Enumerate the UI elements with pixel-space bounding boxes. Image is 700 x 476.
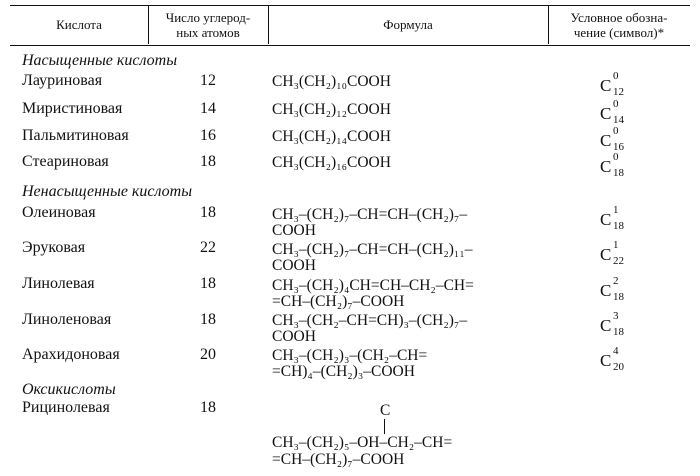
symbol-subscript: 18 — [613, 326, 624, 338]
symbol-subscript: 16 — [613, 141, 624, 153]
section-title: Оксикислоты — [22, 381, 116, 398]
symbol-superscript: 4 — [613, 345, 619, 357]
carbon-count: 22 — [200, 239, 216, 256]
symbol-subscript: 12 — [613, 86, 624, 98]
symbol — [600, 204, 640, 238]
acid-name: Арахидоновая — [22, 346, 120, 363]
formula-line: =CH–(CH₂)₇–COOH — [272, 293, 405, 310]
header-symbol-line2: чение (символ)* — [573, 25, 665, 40]
acid-name: Пальмитиновая — [22, 127, 129, 144]
formula-line: COOH — [272, 222, 316, 239]
symbol-superscript: 0 — [613, 125, 619, 137]
symbol-letter: C — [600, 210, 612, 229]
formula-line: CH₃–(CH₂)₅–OH–CH₂–CH= — [272, 434, 453, 451]
carbon-count: 18 — [200, 311, 216, 328]
symbol-superscript: 1 — [613, 204, 619, 216]
symbol-subscript: 18 — [613, 291, 624, 303]
carbon-count: 20 — [200, 346, 216, 363]
header-carbons-line1: Число углерод- — [165, 10, 251, 25]
symbol-letter: C — [600, 131, 612, 150]
carbon-count: 18 — [200, 153, 216, 170]
symbol — [600, 151, 640, 185]
symbol — [600, 275, 640, 309]
symbol-superscript: 0 — [613, 151, 619, 163]
acid-name: Эруковая — [22, 239, 86, 256]
header-formula: Формула — [383, 17, 433, 32]
formula-line: =CH–(CH₂)₇–COOH — [272, 451, 405, 468]
header-carbons — [148, 10, 268, 40]
carbon-count: 14 — [200, 100, 216, 117]
header-acid: Кислота — [56, 17, 102, 32]
formula-line: CH₃–(CH₂–CH=CH)₃–(CH₂)₇– — [272, 312, 468, 329]
acid-name: Рицинолевая — [22, 399, 110, 416]
symbol-subscript: 20 — [613, 361, 624, 373]
header-symbol — [548, 10, 690, 40]
carbon-count: 12 — [200, 72, 216, 89]
table-top-rule — [10, 5, 690, 6]
symbol — [600, 239, 640, 273]
section-title: Насыщенные кислоты — [22, 52, 178, 69]
symbol-letter: C — [600, 76, 612, 95]
symbol-superscript: 0 — [613, 98, 619, 110]
symbol-superscript: 0 — [613, 70, 619, 82]
acid-name: Лауриновая — [22, 72, 103, 89]
header-carbons-line2: ных атомов — [176, 25, 240, 40]
formula-line: COOH — [272, 257, 316, 274]
formula-line: CH₃–(CH₂)₇–CH=CH–(CH₂)₁₁– — [272, 241, 473, 258]
symbol-subscript: 14 — [613, 114, 624, 126]
formula-branch-atom: C — [380, 402, 391, 419]
symbol — [600, 345, 640, 379]
formula-line: CH₃(CH₂)₁₀COOH — [272, 73, 391, 90]
symbol-superscript: 2 — [613, 275, 619, 287]
symbol-letter: C — [600, 351, 612, 370]
symbol-letter: C — [600, 104, 612, 123]
formula-line: CH₃–(CH₂)₄CH=CH–CH₂–CH= — [272, 277, 474, 294]
symbol-superscript: 1 — [613, 239, 619, 251]
symbol-subscript: 22 — [613, 255, 624, 267]
section-title: Ненасыщенные кислоты — [22, 183, 193, 200]
formula-line: CH₃(CH₂)₁₄COOH — [272, 128, 391, 145]
symbol-superscript: 3 — [613, 310, 619, 322]
acid-name: Миристиновая — [22, 100, 123, 117]
table-header-rule — [10, 45, 690, 46]
symbol-letter: C — [600, 157, 612, 176]
symbol-subscript: 18 — [613, 220, 624, 232]
acid-name: Линолевая — [22, 275, 95, 292]
acid-name: Олеиновая — [22, 204, 96, 221]
formula-line: CH₃–(CH₂)₃–(CH₂–CH= — [272, 347, 428, 364]
carbon-count: 16 — [200, 127, 216, 144]
carbon-count: 18 — [200, 399, 216, 416]
symbol-letter: C — [600, 245, 612, 264]
carbon-count: 18 — [200, 204, 216, 221]
formula-line: CH₃(CH₂)₁₆COOH — [272, 154, 391, 171]
header-symbol-line1: Условное обозна- — [570, 10, 668, 25]
carbon-count: 18 — [200, 275, 216, 292]
formula-line: =CH)₄–(CH₂)₃–COOH — [272, 363, 415, 380]
formula-branch-bond — [384, 419, 385, 434]
formula-line: CH₃–(CH₂)₇–CH=CH–(CH₂)₇– — [272, 206, 468, 223]
symbol-letter: C — [600, 281, 612, 300]
formula-line: CH₃(CH₂)₁₂COOH — [272, 101, 391, 118]
symbol — [600, 310, 640, 344]
symbol-subscript: 18 — [613, 167, 624, 179]
formula-line: COOH — [272, 328, 316, 345]
acid-name: Стеариновая — [22, 153, 109, 170]
symbol-letter: C — [600, 316, 612, 335]
acid-name: Линоленовая — [22, 311, 112, 328]
